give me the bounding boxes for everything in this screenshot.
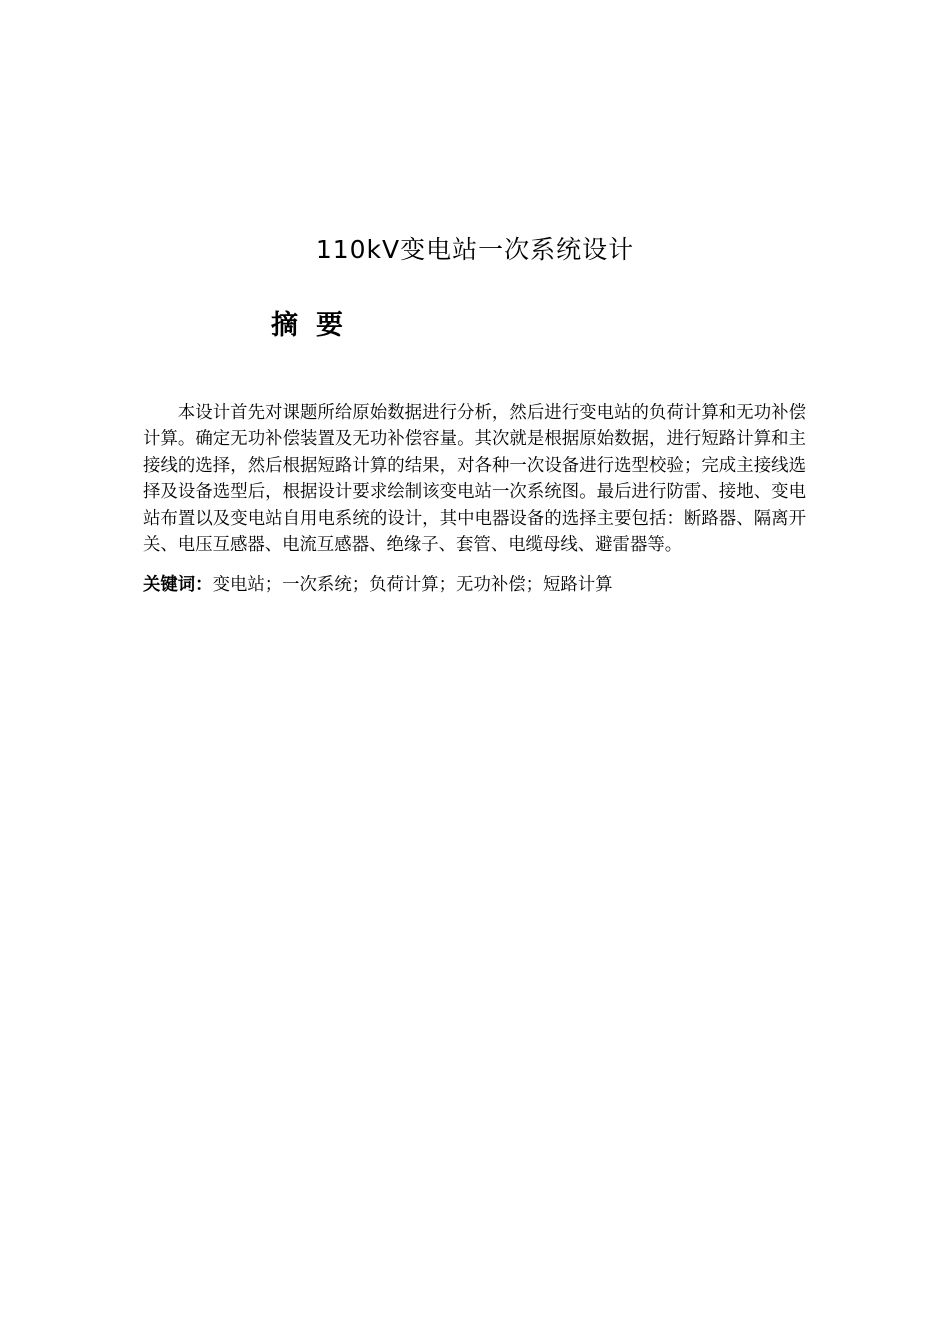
keywords-line: [143, 572, 806, 598]
abstract-heading: 摘要: [271, 310, 361, 341]
keywords-value: 变电站；一次系统；负荷计算；无功补偿；短路计算: [212, 575, 613, 595]
keywords-label: 关键词：: [143, 575, 213, 595]
document-title: 110kV变电站一次系统设计: [315, 235, 635, 264]
abstract-body: 本设计首先对课题所给原始数据进行分析，然后进行变电站的负荷计算和无功补偿计算。确定无功补偿装置及无功补偿容量。其次就是根据原始数据，进行短路计算和主接线的选择，然后根据短路计算的结果，对各种一次设备进行选型校验；完成主接线选择及设备选型后，根据设计要求绘制该变电站一次系统图。最后进行防雷、接地、变电站布置以及变电站自用电系统的设计，其中电器设备的选择主要包括：断路器、隔离开关、电压互感器、电流互感器、绝缘子、套管、电缆母线、避雷器等。: [143, 403, 806, 556]
